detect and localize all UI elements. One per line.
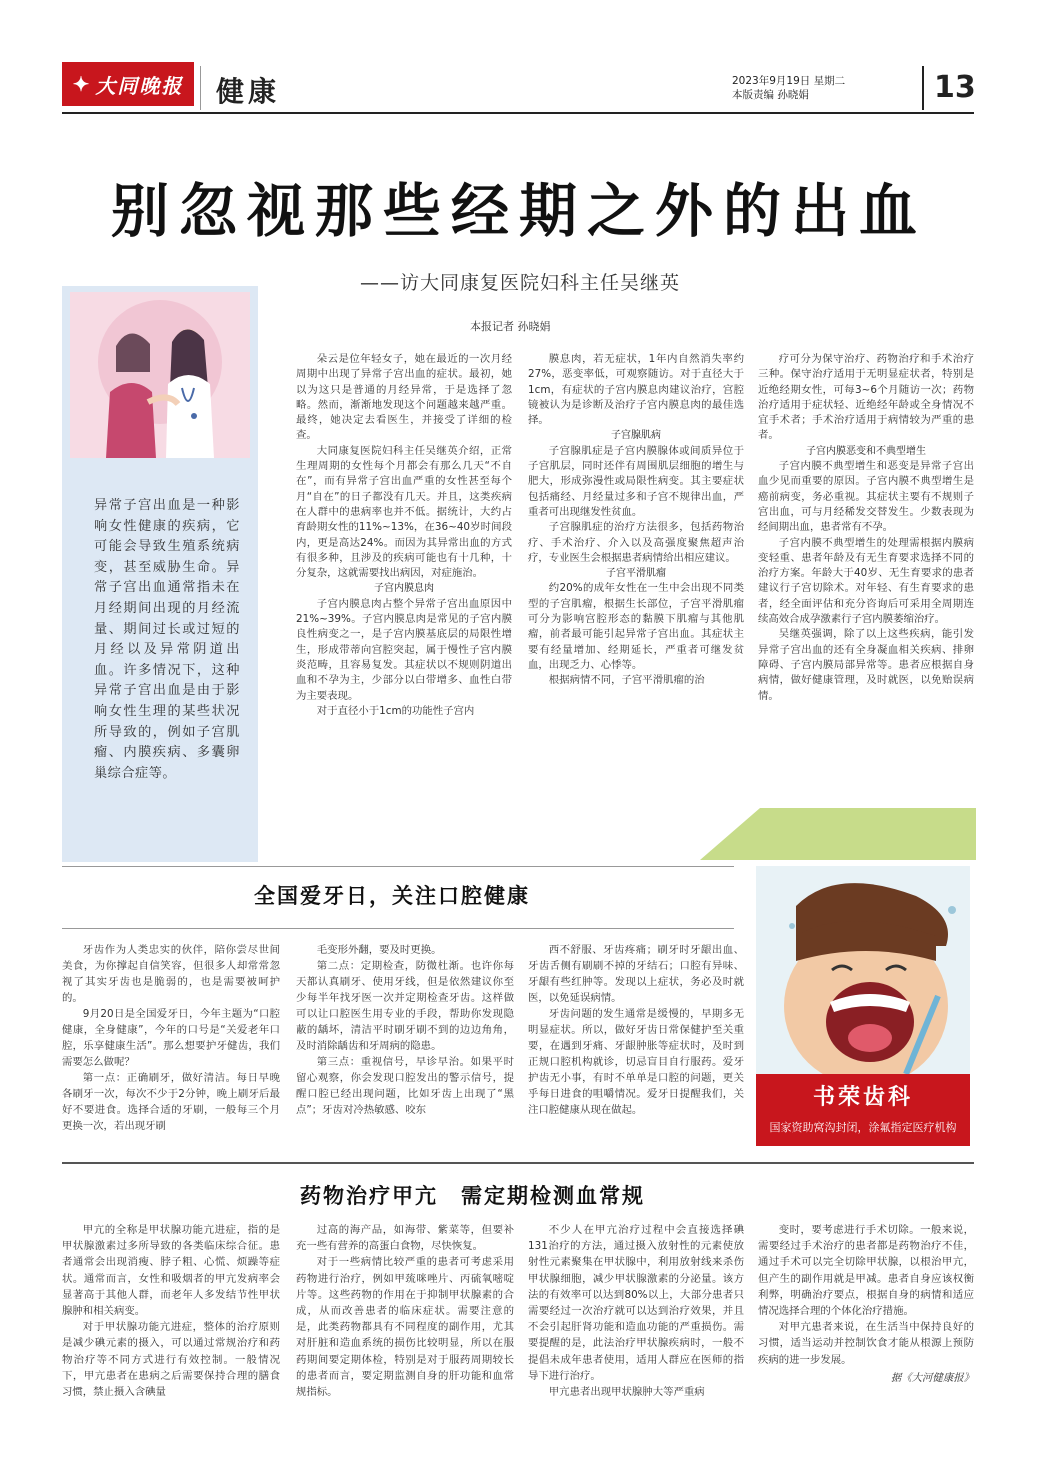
paragraph: 膜息肉，若无症状，1年内自然消失率约27%，恶变率低，可观察随访。对于直径大于1cm，有症状的子宫内膜息肉建议治疗，宫腔镜被认为是诊断及治疗子宫内膜息肉的最佳选择。 <box>528 353 744 427</box>
article2-title-rule <box>62 928 734 929</box>
article3-top-rule <box>62 1162 974 1164</box>
paragraph: 大同康复医院妇科主任吴继英介绍，正常生理周期的女性每个月都会有那么几天“不自在”，而有异常子宫出血严重的女性甚至每个月“自在”的日子都没有几天。并且，这类疾病在人群中的患病率也并不低。据统计，大约占育龄期女性的11%~13%，在36~40岁时间段内，更是高达24%。而因为其异常出血的方式有很多种，且涉及的疾病可能也有十几种，十分复杂，这就需要找出病因，对症施治。 <box>296 444 512 580</box>
paragraph: 朵云是位年轻女子，她在最近的一次月经周期中出现了异常子宫出血的症状。最初，她以为这只是普通的月经异常，于是选择了忽略。然而，渐渐地发现这个问题越来越严重。最终，她决定去看医生，并接受了详细的检查。 <box>296 353 512 442</box>
paragraph: 过高的海产品，如海带、紫菜等，但要补充一些有营养的高蛋白食物，尽快恢复。 <box>296 1224 514 1253</box>
paragraph: 子宫内膜息肉占整个异常子宫出血原因中21%~39%。子宫内膜息肉是常见的子宫内膜良性病变之一，是子宫内膜基底层的局限性增生，形成带蒂向宫腔突起，属于慢性子宫内膜炎范畴，且容易复发。其症状以不规则阴道出血和不孕为主，少部分以白带增多、血性白带为主要表现。 <box>296 597 512 702</box>
issue-date: 2023年9月19日 星期二 <box>732 75 846 87</box>
article2-top-rule <box>62 866 734 867</box>
paragraph: 子宫腺肌症的治疗方法很多，包括药物治疗、手术治疗、介入以及高强度聚焦超声治疗，专业医生会根据患者病情给出相应建议。 <box>528 521 744 564</box>
paragraph: 对于甲状腺功能亢进症，整体的治疗原则是减少碘元素的摄入，可以通过常规治疗和药物治疗等不同方式进行有效控制。一般情况下，甲亢患者在患病之后需要保持合理的膳食习惯，禁止摄入含碘量 <box>62 1321 280 1399</box>
paragraph: 吴继英强调，除了以上这些疾病，能引发异常子宫出血的还有全身凝血相关疾病、排卵障碍、子宫内膜局部异常等。患者应根据自身病情，做好健康管理，及时就医，以免贻误病情。 <box>758 628 974 702</box>
logo-flame-icon: ✦ <box>72 72 92 96</box>
paragraph: 对于一些病情比较严重的患者可考虑采用药物进行治疗，例如甲巯咪唑片、丙硫氧嘧啶片等。这些药物的作用在于抑制甲状腺素的合成，从而改善患者的临床症状。需要注意的是，此类药物都具有不同程度的副作用，尤其对肝脏和造血系统的损伤比较明显，所以在服药期间要定期体检，特别是对于服药周期较长的患者而言，要定期监测自身的肝功能和血常规指标。 <box>296 1256 514 1399</box>
article2-title: 全国爱牙日，关注口腔健康 <box>254 883 530 908</box>
clinic-tagline: 国家资助窝沟封闭，涂氟指定医疗机构 <box>769 1121 957 1134</box>
logo-text: 大同晚报 <box>95 73 184 98</box>
clinic-name: 书荣齿科 <box>812 1084 913 1110</box>
dental-clinic-ad-banner <box>756 1074 970 1146</box>
paragraph: 子宫内膜不典型增生和恶变是异常子宫出血少见而重要的原因。子宫内膜不典型增生是癌前病变，务必重视。其症状主要有不规则子宫出血，可与月经稀发交替发生。少数表现为经间期出血，患者常有不孕。 <box>758 460 974 534</box>
green-accent-stripe <box>700 808 976 860</box>
page-number-divider <box>922 66 924 110</box>
issue-info <box>732 74 845 102</box>
paragraph: 甲亢的全称是甲状腺功能亢进症，指的是甲状腺激素过多所导致的各类临床综合征。患者通常会出现消瘦、脖子粗、心慌、烦躁等症状。通常而言，女性和吸烟者的甲亢发病率会显著高于其他人群，而老年人多发结节性甲状腺肿和相关病变。 <box>62 1224 280 1318</box>
paragraph: 子宫腺肌症是子宫内膜腺体或间质异位于子宫肌层，同时还伴有周围肌层细胞的增生与肥大，形成弥漫性或局限性病变。其主要症状包括痛经、月经量过多和子宫不规律出血，严重者可出现继发性贫血。 <box>528 444 744 518</box>
article3-source: 据《大河健康报》 <box>890 1371 974 1384</box>
paragraph: 第一点：正确刷牙，做好清洁。每日早晚各刷牙一次，每次不少于2分钟，晚上刷牙后最好不要进食。选择合适的牙刷，一般每三个月更换一次，若出现牙刷 <box>62 1072 280 1132</box>
paragraph: 毛变形外翻，要及时更换。 <box>316 944 442 956</box>
paragraph: 变时，要考虑进行手术切除。一般来说，需要经过手术治疗的患者都是药物治疗不佳，通过手术可以完全切除甲状腺，以根治甲亢，但产生的副作用就是甲减。患者自身应该权衡利弊，明确治疗要点，根据自身的病情和适应情况选择合理的个体化治疗措施。 <box>758 1224 974 1318</box>
subheading: 子宫平滑肌瘤 <box>606 568 666 580</box>
paragraph: 对于直径小于1cm的功能性子宫内 <box>316 704 475 717</box>
paragraph: 牙齿作为人类忠实的伙伴，陪你尝尽世间美食，为你撑起自信笑容，但很多人却常常忽视了其实牙齿也是脆弱的，也是需要被呵护的。 <box>62 944 280 1004</box>
masthead-logo <box>62 62 194 106</box>
paragraph: 约20%的成年女性在一生中会出现不同类型的子宫肌瘤，根据生长部位，子宫平滑肌瘤可分为影响宫腔形态的黏膜下肌瘤与其他肌瘤，前者最可能引起异常子宫出血。其症状主要有经量增加、经期延长，严重者可继发贫血，出现乏力、心悸等。 <box>528 582 744 671</box>
page-editor: 本版责编 孙晓娟 <box>732 89 809 101</box>
paragraph: 第二点：定期检查，防微杜渐。也许你每天都认真刷牙、使用牙线，但是依然建议你至少每半年找牙医一次并定期检查牙齿。这样做可以让口腔医生用专业的手段，帮助你发现隐蔽的龋坏，清洁平时刷牙刷不到的边边角角，及时消除龋齿和牙周病的隐患。 <box>296 960 514 1052</box>
article3-column-1 <box>62 1222 280 1400</box>
paragraph: 子宫内膜不典型增生的处理需根据内膜病变轻重、患者年龄及有无生育要求选择不同的治疗方案。年龄大于40岁、无生育要求的患者建议行子宫切除术。对年轻、有生育要求的患者，经全面评估和充分咨询后可采用全周期连续高效合成孕激素行子宫内膜萎缩治疗。 <box>758 536 974 626</box>
article3-column-3 <box>528 1222 744 1400</box>
article3-column-4 <box>758 1222 974 1386</box>
section-title: 健康 <box>216 75 281 108</box>
paragraph: 9月20日是全国爱牙日，今年主题为“口腔健康，全身健康”，今年的口号是“关爱老年口腔，乐享健康生活”。那么想要护牙健齿，我们需要怎么做呢？ <box>62 1008 280 1068</box>
paragraph: 第三点：重视信号，早诊早治。如果平时留心观察，你会发现口腔发出的警示信号，提醒口腔已经出现问题，比如牙齿上出现了“黑点”；牙齿对冷热敏感、咬东 <box>296 1056 514 1116</box>
article1-byline: 本报记者 孙晓娟 <box>470 320 551 333</box>
open-mouth-illustration <box>756 866 970 1074</box>
article1-subtitle: ——访大同康复医院妇科主任吴继英 <box>360 272 681 294</box>
article1-column-3 <box>758 352 974 704</box>
paragraph: 牙齿问题的发生通常是缓慢的，早期多无明显症状。所以，做好牙齿日常保健护至关重要，在遇到牙痛、牙龈肿胀等症状时，及时到正规口腔机构就诊，切忌盲目自行服药。爱牙护齿无小事，有时不单单是口腔的问题，更关乎每日进食的咀嚼情况。爱牙日提醒我们，关注口腔健康从现在做起。 <box>528 1008 744 1116</box>
subheading: 子宫内膜息肉 <box>374 583 434 595</box>
paragraph: 甲亢患者出现甲状腺肿大等严重病 <box>548 1386 705 1399</box>
paragraph: 西不舒服、牙齿疼痛；刷牙时牙龈出血、牙齿舌侧有刷刷不掉的牙结石；口腔有异味、牙龈有些红肿等。发现以上症状，务必及时就医，以免延误病情。 <box>528 944 744 1004</box>
article3-column-2 <box>296 1222 514 1400</box>
page-number: 13 <box>934 70 976 105</box>
article2-column-3 <box>528 942 744 1118</box>
paragraph: 对甲亢患者来说，在生活当中保持良好的习惯，适当运动并控制饮食才能从根源上预防疾病的进一步发展。 <box>758 1321 974 1366</box>
paragraph: 不少人在甲亢治疗过程中会直接选择碘131治疗的方法，通过摄入放射性的元素使放射性元素聚集在甲状腺中，利用放射线来杀伤甲状腺细胞，减少甲状腺激素的分泌量。该方法的有效率可以达到80%以上，大部分患者只需要经过一次治疗就可以达到治疗效果，并且不会引起肝肾功能和造血功能的严重损伤。需要提醒的是，此法治疗甲状腺疾病时，一般不提倡未成年患者使用，适用人群应在医师的指导下进行治疗。 <box>528 1224 744 1382</box>
article1-sidebar-text: 异常子宫出血是一种影响女性健康的疾病，它可能会导致生殖系统病变，甚至威胁生命。异常子宫出血通常指未在月经期间出现的月经流量、期间过长或过短的月经以及异常阴道出血。许多情况下，这种异常子宫出血是由于影响女性生理的某些状况所导致的，例如子宫肌瘤、内膜疾病、多囊卵巢综合症等。 <box>94 498 240 781</box>
paragraph: 疗可分为保守治疗、药物治疗和手术治疗三种。保守治疗适用于无明显症状者，特别是近绝经期女性，可每3~6个月随访一次；药物治疗适用于症状轻、近绝经年龄或全身情况不宜手术者；手术治疗适用于病情较为严重的患者。 <box>758 353 974 442</box>
article2-column-1 <box>62 942 280 1134</box>
header-divider <box>200 66 201 110</box>
paragraph: 根据病情不同，子宫平滑肌瘤的治 <box>548 674 705 687</box>
article3-title: 药物治疗甲亢 需定期检测血常规 <box>300 1183 645 1208</box>
article1-column-2 <box>528 352 744 689</box>
subheading: 子宫内膜恶变和不典型增生 <box>806 445 926 457</box>
header-rule <box>62 112 974 114</box>
doctor-patient-illustration <box>70 292 250 458</box>
article1-title: 别忽视那些经期之外的出血 <box>110 177 927 245</box>
subheading: 子宫腺肌病 <box>611 430 661 442</box>
article1-column-1 <box>296 352 512 719</box>
article2-column-2 <box>296 942 514 1118</box>
